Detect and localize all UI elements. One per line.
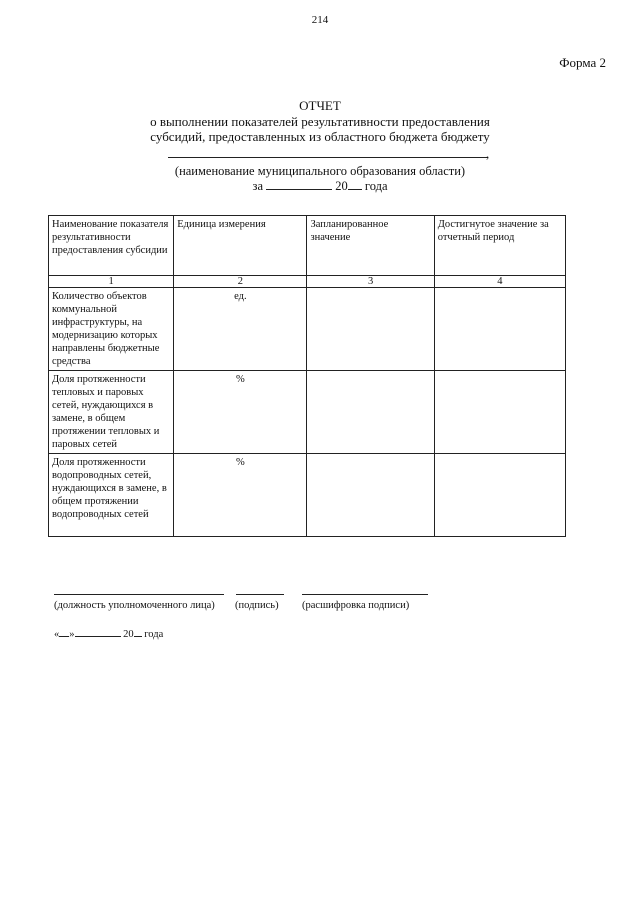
signature-label: (подпись)	[235, 600, 279, 611]
date-open-quote: «	[54, 629, 60, 640]
unit-cell: %	[174, 371, 307, 454]
date-day-blank[interactable]	[59, 627, 69, 637]
indicator-name-cell: Количество объектов коммунальной инфраструктуры, на модернизацию которых направлены бюджетные средства	[49, 288, 174, 371]
indicator-name-cell: Доля протяженности водопроводных сетей, нуждающихся в замене, в общем протяжении водопроводных сетей	[49, 454, 174, 537]
achieved-value-cell[interactable]	[434, 454, 565, 537]
report-subtitle-line-1: о выполнении показателей результативности предоставления	[150, 113, 490, 129]
signature-line[interactable]	[236, 594, 284, 595]
period-blank	[266, 179, 332, 190]
table-row	[49, 288, 566, 371]
name-decryption-line[interactable]	[302, 594, 428, 595]
position-signature-line[interactable]	[54, 594, 224, 595]
indicator-name-cell: Доля протяженности тепловых и паровых сетей, нуждающихся в замене, в общем протяжении тепловых и паровых сетей	[49, 371, 174, 454]
signing-date-line	[54, 627, 163, 640]
planned-value-cell[interactable]	[307, 288, 434, 371]
unit-cell: %	[174, 454, 307, 537]
position-label: (должность уполномоченного лица)	[54, 600, 215, 611]
date-year-prefix: 20	[123, 629, 134, 640]
header-indicator-name: Наименование показателя результативности предоставления субсидии	[49, 216, 174, 276]
period-suffix: года	[364, 179, 388, 193]
period-year-prefix: 20	[335, 179, 348, 193]
report-subtitle-line-2: субсидий, предоставленных из областного бюджета бюджету	[150, 129, 490, 144]
header-planned-value: Запланированное значение	[307, 216, 434, 276]
date-close-quote: »	[69, 629, 75, 640]
planned-value-cell[interactable]	[307, 454, 434, 537]
reporting-period-line	[0, 179, 640, 194]
table-row	[49, 371, 566, 454]
municipality-caption: (наименование муниципального образования области)	[174, 164, 466, 178]
period-year-blank	[348, 179, 362, 190]
municipality-blank-line	[168, 157, 488, 158]
page-number: 214	[311, 14, 329, 26]
report-title-block	[0, 98, 640, 145]
column-number: 3	[307, 276, 434, 288]
decryption-label: (расшифровка подписи)	[302, 600, 410, 611]
header-unit: Единица измерения	[174, 216, 307, 276]
achieved-value-cell[interactable]	[434, 288, 565, 371]
table-row	[49, 454, 566, 537]
date-year-blank[interactable]	[134, 627, 142, 637]
column-number-row	[49, 276, 566, 288]
form-label: Форма 2	[559, 55, 606, 70]
date-month-blank[interactable]	[75, 627, 121, 637]
municipality-blank-comma: ,	[486, 146, 490, 161]
header-achieved-value: Достигнутое значение за отчетный период	[434, 216, 565, 276]
column-number: 4	[434, 276, 565, 288]
table-header-row	[49, 216, 566, 276]
column-number: 2	[174, 276, 307, 288]
report-title: ОТЧЕТ	[299, 98, 341, 113]
indicators-table	[48, 215, 566, 537]
column-number: 1	[49, 276, 174, 288]
unit-cell: ед.	[174, 288, 307, 371]
achieved-value-cell[interactable]	[434, 371, 565, 454]
period-prefix: за	[252, 179, 263, 193]
planned-value-cell[interactable]	[307, 371, 434, 454]
date-suffix: года	[144, 629, 164, 640]
